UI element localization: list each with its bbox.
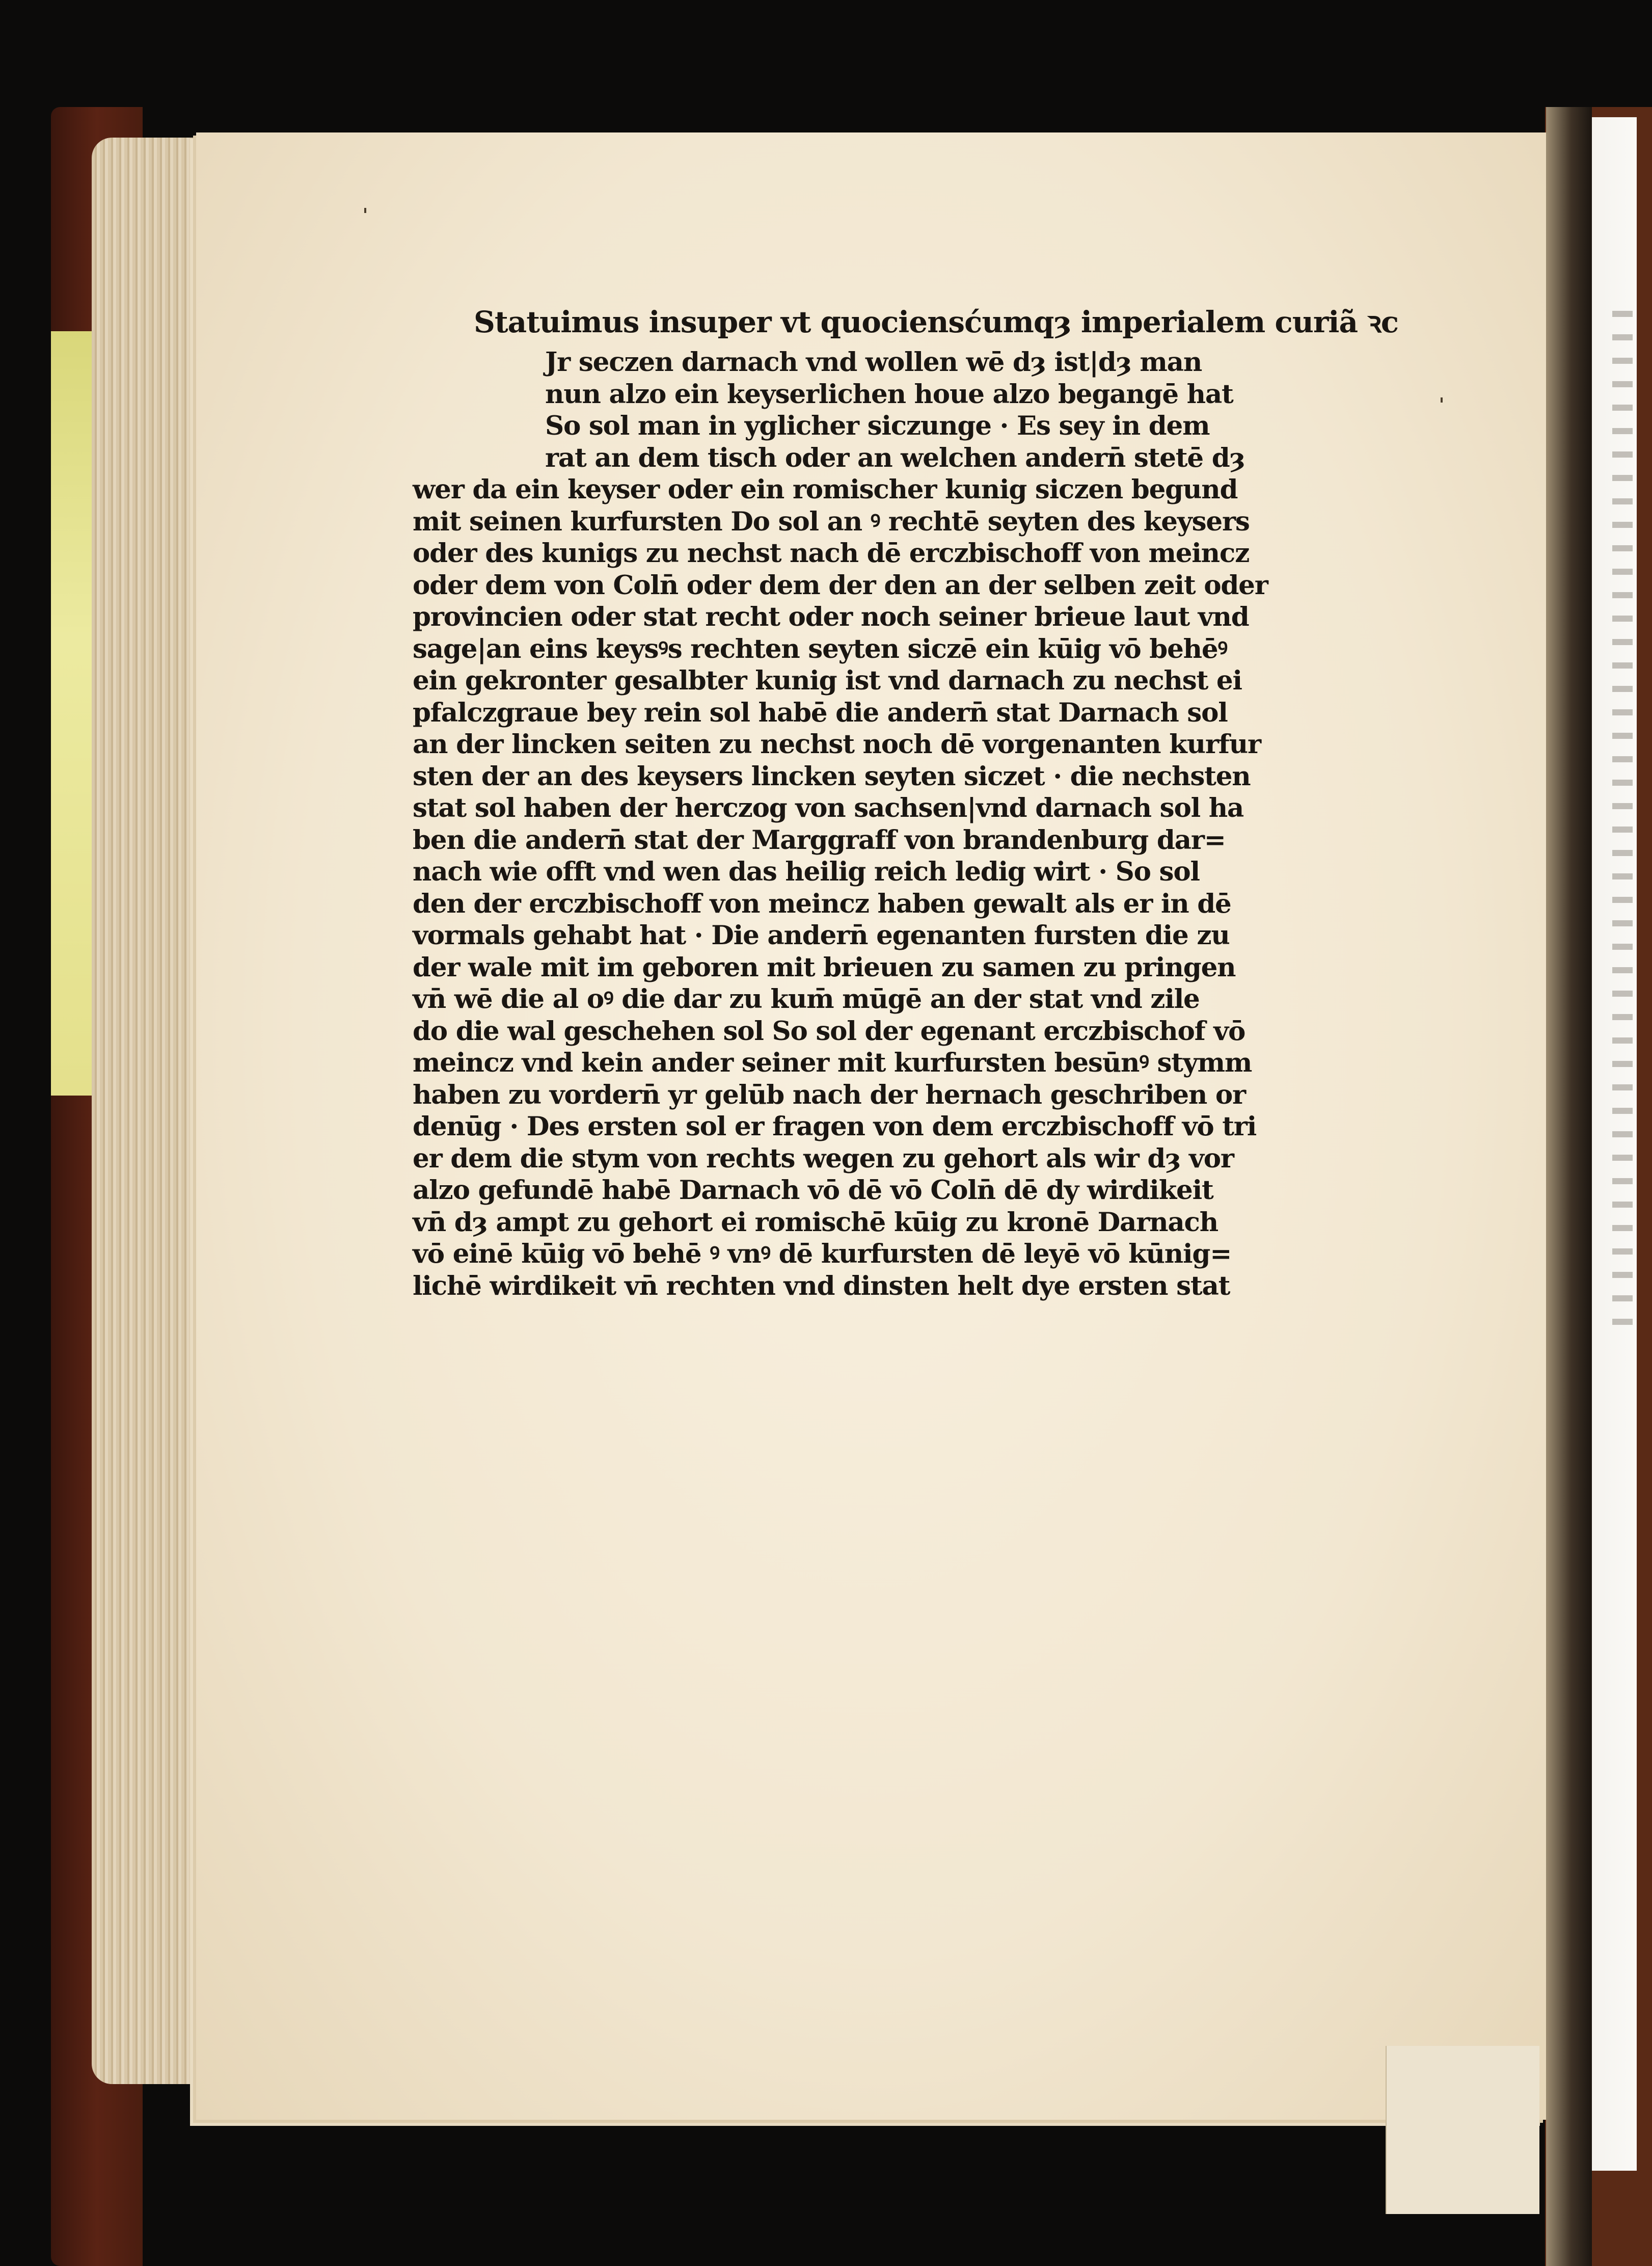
text-line: sten der an des keysers lincken seyten siczet · die nechsten	[413, 761, 1251, 792]
text-line: sage|an eins keysꝰs rechten seyten siczē ein kūig vō behēꝰ	[413, 633, 1227, 664]
text-line: vn̄ wē die al oꝰ die dar zu kum̄ mūgē an der stat vnd zile	[413, 984, 1200, 1015]
text-line: er dem die stym von rechts wegen zu gehort als wir dȝ vor	[413, 1143, 1234, 1174]
text-line: haben zu vordern̄ yr gelūb nach der hernach geschriben or	[413, 1079, 1245, 1110]
text-line: provincien oder stat recht oder noch seiner brieue laut vnd	[413, 602, 1249, 632]
page-heading: Statuimus insuper vt quociensćumqȝ imperialem curiã ꝛc	[474, 305, 1399, 339]
text-line: oder dem von Coln̄ oder dem der den an der selben zeit oder	[413, 570, 1268, 601]
text-line: denūg · Des ersten sol er fragen von dem erczbischoff vō tri	[413, 1111, 1257, 1142]
text-line: an der lincken seiten zu nechst noch dē vorgenanten kurfur	[413, 729, 1261, 760]
text-line: So sol man in yglicher siczunge · Es sey in dem	[545, 411, 1210, 441]
text-line: alzo gefundē habē Darnach vō dē vō Coln̄ dē dy wirdikeit	[413, 1175, 1213, 1206]
right-page-edge-text	[1612, 311, 1633, 1330]
text-line: pfalczgraue bey rein sol habē die andern̄ stat Darnach sol	[413, 697, 1228, 728]
text-line: do die wal geschehen sol So sol der egenant erczbischof vō	[413, 1016, 1245, 1047]
gutter	[1546, 107, 1592, 2266]
text-line: meincz vnd kein ander seiner mit kurfursten besūnꝰ stymm	[413, 1048, 1252, 1078]
body-text	[413, 346, 1268, 1302]
text-line: oder des kunigs zu nechst nach dē erczbischoff von meincz	[413, 538, 1250, 569]
text-line: nach wie offt vnd wen das heilig reich ledig wirt · So sol	[413, 857, 1200, 887]
page-mark	[1441, 397, 1443, 403]
text-line: den der erczbischoff von meincz haben gewalt als er in dē	[413, 888, 1231, 919]
paper-tab	[1386, 2046, 1539, 2214]
text-line: nun alzo ein keyserlichen houe alzo begangē hat	[545, 379, 1233, 410]
text-line: mit seinen kurfursten Do sol an ꝰ rechtē seyten des keysers	[413, 506, 1250, 537]
text-line: ben die andern̄ stat der Marggraff von brandenburg dar=	[413, 824, 1226, 856]
text-line: vormals gehabt hat · Die andern̄ egenanten fursten die zu	[413, 920, 1230, 951]
text-line: vō einē kūig vō behē ꝰ vnꝰ dē kurfursten dē leyē vō kūnig=	[413, 1239, 1232, 1269]
text-line: wer da ein keyser oder ein romischer kunig siczen begund	[413, 474, 1238, 505]
text-line: lichē wirdikeit vn̄ rechten vnd dinsten helt dye ersten stat	[413, 1270, 1230, 1301]
page-mark	[364, 208, 366, 213]
text-line: vn̄ dȝ ampt zu gehort ei romischē kūig zu kronē Darnach	[413, 1207, 1218, 1238]
text-line: rat an dem tisch oder an welchen andern̄ stetē dȝ	[545, 442, 1245, 473]
text-line: der wale mit im geboren mit brieuen zu samen zu pringen	[413, 952, 1236, 983]
text-line: Jr seczen darnach vnd wollen wē dȝ ist|dȝ man	[545, 347, 1202, 378]
text-line: stat sol haben der herczog von sachsen|vnd darnach sol ha	[413, 793, 1244, 823]
text-line: ein gekronter gesalbter kunig ist vnd darnach zu nechst ei	[413, 665, 1242, 696]
